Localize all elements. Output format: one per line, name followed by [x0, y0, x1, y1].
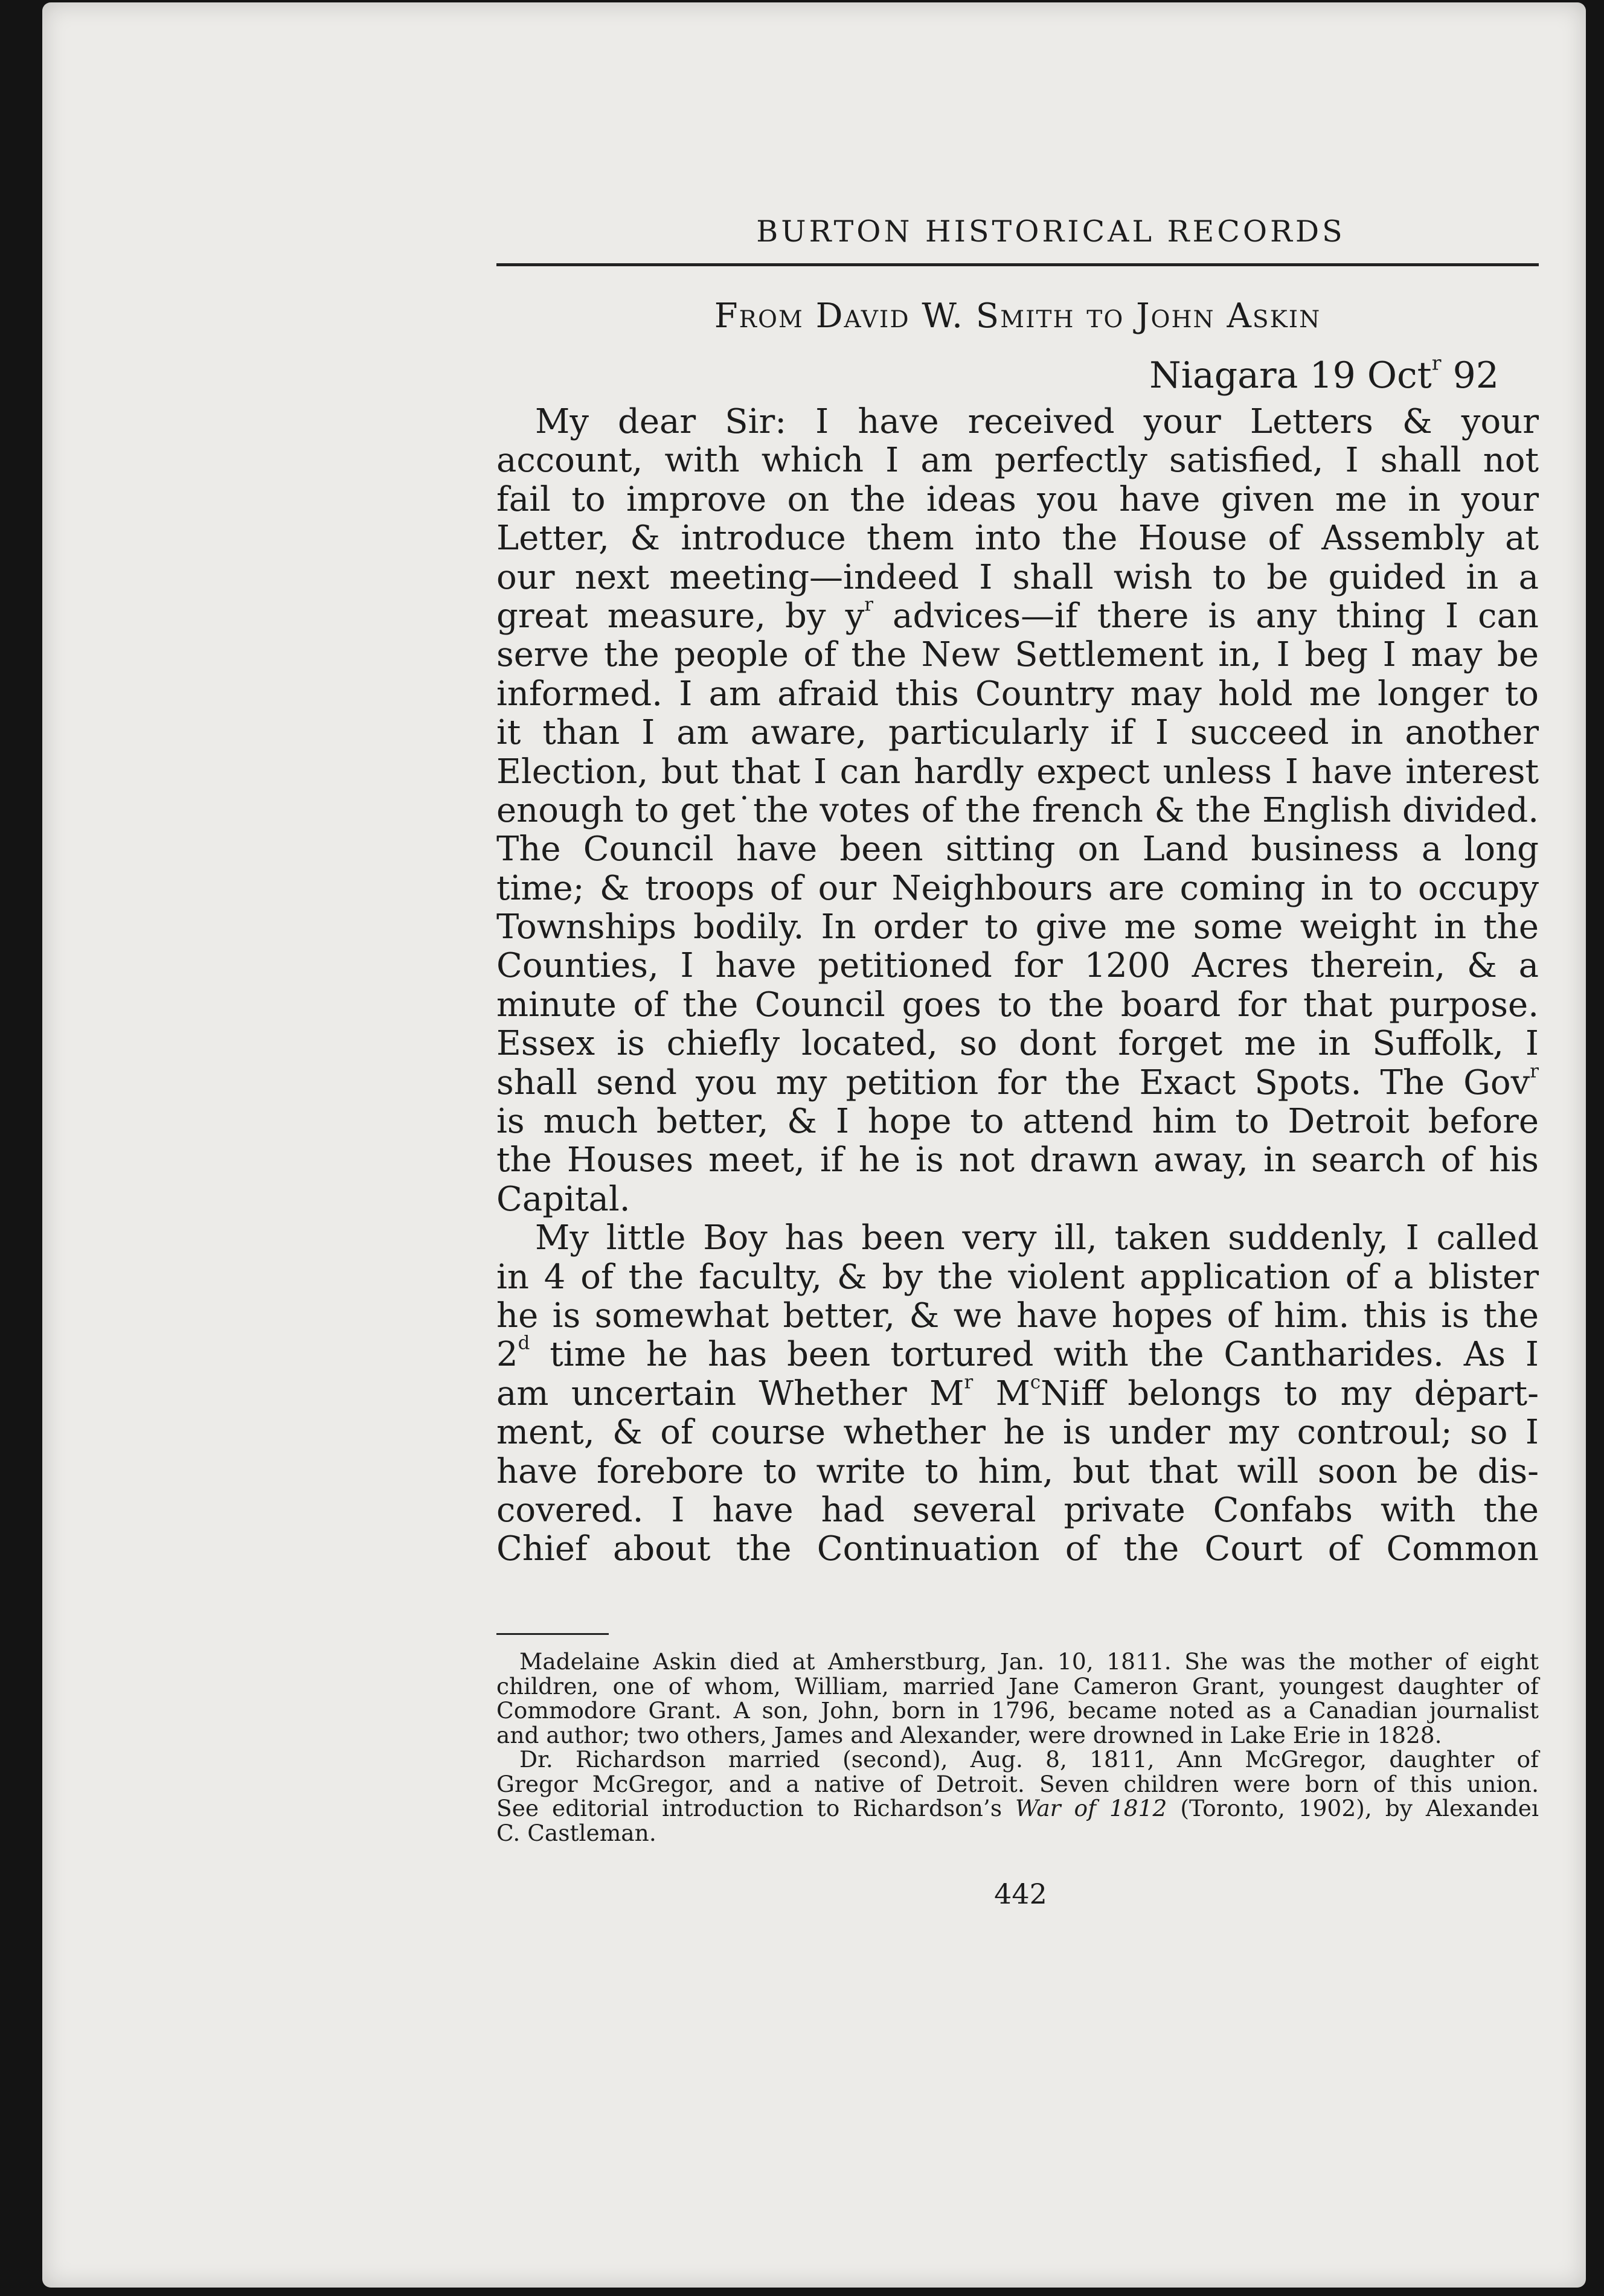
superscript: r [864, 593, 873, 616]
footnote-line: Madelaine Askin died at Amherstburg, Jan. 10, 1811. She was the mother of eight [519, 1648, 1539, 1675]
body-line: Letter, & introduce them into the House of Assembly at [496, 519, 1539, 558]
footnote-line [496, 1796, 1539, 1821]
body-line: Chief about the Continuation of the Court of Common [496, 1529, 1539, 1569]
footnotes [496, 1649, 1539, 1845]
body-line: ment, & of course whether he is under my controul; so I [496, 1413, 1539, 1453]
body-line: minute of the Council goes to the board for that purpose. [496, 985, 1539, 1025]
body-line: Townships bodily. In order to give me some weight in the [496, 907, 1539, 947]
dateline-year: 92 [1441, 354, 1499, 397]
body-line-part: shall send you my petition for the Exact Spots. The Gov [496, 1063, 1530, 1102]
running-head-rule [496, 263, 1539, 266]
body-line-part: time he has been tortured with the Cantharides. As I [530, 1335, 1539, 1375]
body-line: fail to improve on the ideas you have given me in your [496, 479, 1539, 519]
body-line: account, with which I am perfectly satisfied, I shall not [496, 441, 1539, 481]
body-line [496, 1332, 1539, 1375]
page-number [496, 1880, 1539, 1908]
body-line-part: M [973, 1373, 1030, 1413]
letter-title: From David W. Smith to John Askin [714, 296, 1321, 336]
footnote-line: C. Castleman. [496, 1819, 656, 1846]
dateline [1149, 351, 1499, 397]
body-line-part: 2 [496, 1335, 518, 1375]
body-line: covered. I have had several private Confabs with the [496, 1490, 1539, 1530]
book-page [42, 2, 1586, 2288]
body-line: time; & troops of our Neighbours are coming in to occupy [496, 868, 1539, 908]
body-line: Counties, I have petitioned for 1200 Acres therein, & a [496, 946, 1539, 986]
footnote-line-part: (Toronto, 1902), by Alexandeı [1167, 1795, 1539, 1821]
footnote-line: Dr. Richardson married (second), Aug. 8, 1811, Ann McGregor, daughter of [519, 1746, 1539, 1773]
body-line: he is somewhat better, & we have hopes of him. this is the [496, 1296, 1539, 1335]
body-line-part: advices—if there is any thing I can [873, 596, 1539, 636]
page-number-text: 442 [994, 1878, 1047, 1910]
body-line: The Council have been sitting on Land business a long [496, 830, 1539, 869]
body-line [496, 1371, 1539, 1413]
dateline-month-superscript: r [1431, 351, 1442, 375]
body-line [496, 593, 1539, 636]
footnote-line: Gregor McGregor, and a native of Detroit. Seven children were born of this union. [496, 1770, 1539, 1797]
body-line: enough to get˙the votes of the french & the English divided. [496, 790, 1539, 830]
running-head-text: BURTON HISTORICAL RECORDS [756, 214, 1346, 249]
footnote-rule [496, 1633, 609, 1635]
footnote-line: children, one of whom, William, married Jane Cameron Grant, youngest daughter of [496, 1672, 1539, 1700]
footnote-line: Commodore Grant. A son, John, born in 1796, became noted as a Canadian journalist [496, 1697, 1539, 1724]
book-title-italic: War of 1812 [1015, 1795, 1167, 1821]
superscript: r [964, 1371, 974, 1393]
body-line: in 4 of the faculty, & by the violent application of a blister [496, 1257, 1539, 1297]
body-line-part: Niff belongs to my dėpart- [1041, 1373, 1539, 1413]
footnote-line: and author; two others, James and Alexander, were drowned in Lake Erie in 1828. [496, 1721, 1442, 1748]
body-line: serve the people of the New Settlement in, I beg I may be [496, 635, 1539, 675]
body-line [496, 1060, 1539, 1102]
body-line: have forebore to write to him, but that will soon be dis- [496, 1451, 1539, 1491]
body-line: is much better, & I hope to attend him to Detroit before [496, 1102, 1539, 1142]
letter-body [496, 403, 1539, 1569]
footnote-line-part: See editorial introduction to Richardson’s [496, 1795, 1016, 1821]
body-line-part: am uncertain Whether M [496, 1373, 964, 1413]
body-line: My little Boy has been very ill, taken suddenly, I called [535, 1218, 1539, 1258]
body-line: the Houses meet, if he is not drawn away, in search of his [496, 1140, 1539, 1180]
body-line: My dear Sir: I have received your Letters & your [535, 402, 1539, 441]
body-line: our next meeting—indeed I shall wish to be guided in a [496, 557, 1539, 597]
dateline-place-date: Niagara 19 Oct [1149, 354, 1432, 397]
superscript: r [1530, 1060, 1539, 1082]
body-line-part: great measure, by y [496, 596, 865, 636]
body-line: Essex is chiefly located, so dont forget me in Suffolk, I [496, 1024, 1539, 1064]
body-line: Election, but that I can hardly expect unless I have interest [496, 752, 1539, 791]
running-head [496, 214, 1539, 249]
body-line: Capital. [496, 1179, 630, 1219]
body-line: informed. I am afraid this Country may hold me longer to [496, 674, 1539, 714]
superscript: c [1030, 1371, 1041, 1393]
superscript: d [518, 1332, 530, 1354]
body-line: it than I am aware, particularly if I succeed in another [496, 713, 1539, 753]
